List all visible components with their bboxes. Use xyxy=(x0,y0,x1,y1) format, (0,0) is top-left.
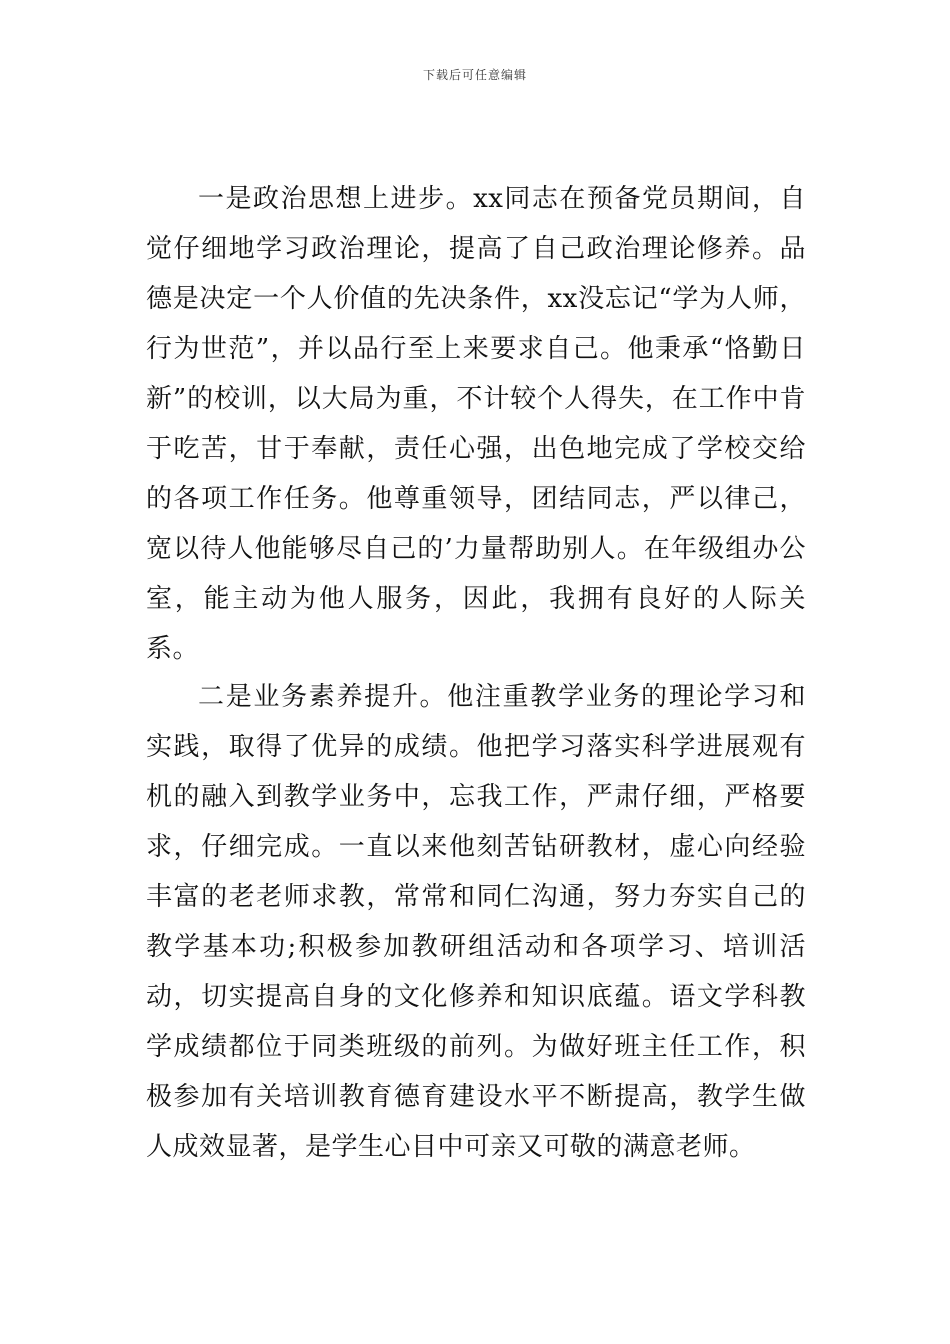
header-note: 下载后可任意编辑 xyxy=(422,68,527,82)
paragraph-political-thought: 一是政治思想上进步。xx同志在预备党员期间，自觉仔细地学习政治理论，提高了自己政治理论修养。品德是决定一个人价值的先决条件，xx没忘记“学为人师，行为世范”，并以品行至上来要求自己。他秉承“恪勤日新”的校训，以大局为重，不计较个人得失，在工作中肯于吃苦，甘于奉献，责任心强，出色地完成了学校交给的各项工作任务。他尊重领导，团结同志，严以律己，宽以待人他能够尽自己的’力量帮助别人。在年级组办公室，能主动为他人服务，因此，我拥有良好的人际关系。 xyxy=(146,184,806,664)
paragraph-professional-quality: 二是业务素养提升。他注重教学业务的理论学习和实践，取得了优异的成绩。他把学习落实科学进展观有机的融入到教学业务中，忘我工作，严肃仔细，严格要求，仔细完成。一直以来他刻苦钻研教材，虚心向经验丰富的老老师求教，常常和同仁沟通，努力夯实自己的教学基本功;积极参加教研组活动和各项学习、培训活动，切实提高自身的文化修养和知识底蕴。语文学科教学成绩都位于同类班级的前列。为做好班主任工作，积极参加有关培训教育德育建设水平不断提高，教学生做人成效显著，是学生心目中可亲又可敬的满意老师。 xyxy=(146,682,806,1162)
